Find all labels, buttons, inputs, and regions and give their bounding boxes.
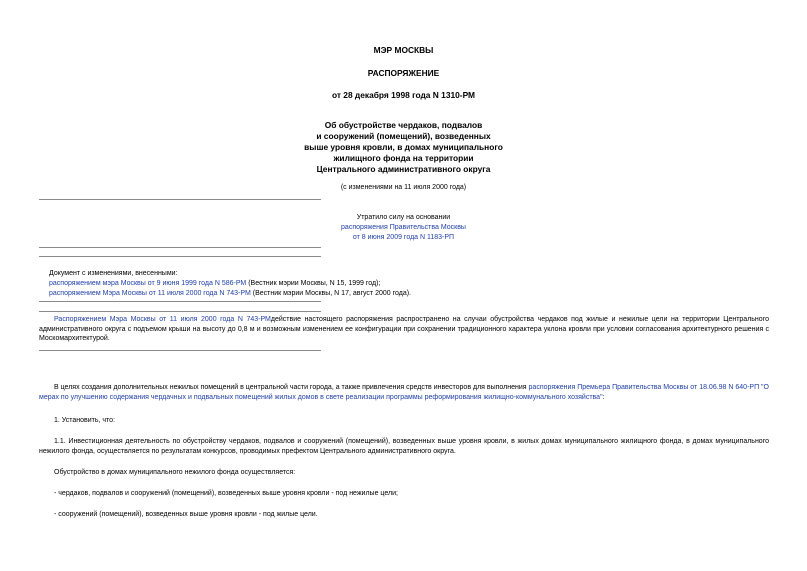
divider — [39, 247, 321, 248]
clause-1-1: 1.1. Инвестиционная деятельность по обустройству чердаков, подвалов и сооружений (помещений), возведенных выше уровня кровли, в жилых домах муниципального жилищного фонда, в домах муниципального нежилого фонда, осуществляется по результатам конкурсов, проводимых префектом Центрального административного округа. — [39, 438, 769, 455]
amendment-note: (с изменениями на 11 июля 2000 года) — [340, 184, 467, 191]
divider — [39, 311, 321, 312]
divider — [39, 301, 321, 302]
title-line: и сооружений (помещений), возведенных — [316, 131, 491, 141]
issuer-heading: МЭР МОСКВЫ — [373, 45, 434, 55]
repeal-link[interactable]: распоряжения Правительства Москвы — [341, 224, 466, 231]
title-line: выше уровня кровли, в домах муниципального — [304, 142, 503, 152]
document-title — [0, 120, 807, 175]
change-source: (Вестник мэрии Москвы, N 17, август 2000 года). — [250, 290, 411, 297]
document-type: РАСПОРЯЖЕНИЕ — [367, 68, 440, 78]
divider — [39, 199, 321, 200]
divider — [39, 350, 321, 351]
note-link[interactable]: Распоряжением Мэра Москвы от 11 июля 2000 года N 743-РМ — [54, 316, 271, 323]
note-text: действие настоящего распоряжения распространено на случаи обустройства чердаков под жилые и нежилые цели на территории Центрального административного округа с подъемом крыши на высоту до 0,8 м и возможным изменением ее конфигурации при сохранении традиционного характера уклона кровли при условии согласования архитектурного решения с Москомархитектурой. — [39, 316, 769, 343]
clause-1: 1. Установить, что: — [54, 417, 116, 424]
change-source: (Вестник мэрии Москвы, N 15, 1999 год); — [246, 280, 381, 287]
preamble-text: В целях создания дополнительных нежилых помещений в центральной части города, а также привлечения средств инвесторов для выполнения — [54, 384, 529, 391]
paragraph-municipal-fund: Обустройство в домах муниципального нежилого фонда осуществляется: — [54, 469, 296, 476]
change-item — [49, 279, 769, 288]
list-item: - сооружений (помещений), возведенных выше уровня кровли - под жилые цели. — [54, 511, 318, 518]
title-line: Центрального административного округа — [316, 164, 491, 174]
preamble-end: : — [602, 393, 605, 401]
changes-intro: Документ с изменениями, внесенными: — [49, 270, 178, 277]
change-link[interactable]: распоряжением Мэра Москвы от 11 июля 2000 года N 743-РМ — [49, 290, 251, 297]
title-line: Об обустройстве чердаков, подвалов — [324, 120, 483, 130]
title-line: жилищного фонда на территории — [333, 153, 474, 163]
date-number: от 28 декабря 1998 года N 1310-РМ — [331, 90, 476, 100]
status-text: Утратило силу на основании — [356, 214, 451, 221]
list-item: - чердаков, подвалов и сооружений (помещений), возведенных выше уровня кровли - под нежилые цели; — [54, 490, 398, 497]
preamble-link[interactable]: распоряжения Премьера Правительства Москвы от 18.06.98 N 640-РП "О мерах по улучшению содержания чердачных и подвальных помещений жилых домов в свете реализации программы реформирования жилищно-коммунального хозяйства" — [39, 384, 769, 401]
change-item — [49, 289, 769, 298]
editorial-note — [39, 315, 769, 344]
divider — [39, 256, 321, 257]
repeal-link-date[interactable]: от 8 июня 2009 года N 1183-РП — [352, 234, 455, 241]
change-link[interactable]: распоряжением мэра Москвы от 9 июня 1999 года N 586-РМ — [49, 280, 247, 287]
preamble-paragraph — [39, 383, 769, 402]
